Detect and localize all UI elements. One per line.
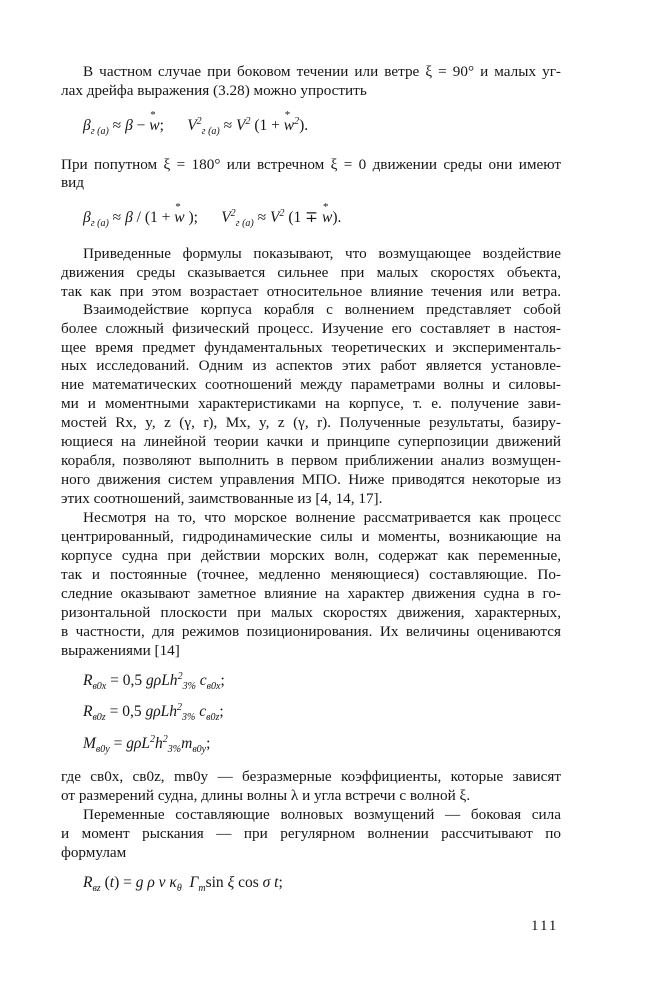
text-line: выражениями [14] <box>61 642 180 659</box>
text-line: и момент рыскания — при регулярном волнении рассчитывают по <box>61 825 561 842</box>
text-line: В частном случае при боковом течении или ветре ξ = 90° и малых уг- <box>83 63 561 80</box>
text-line: движения среды сказывается сильнее при малых скоростях объекта, <box>61 264 561 281</box>
text-line: так как при этом возрастает относительное влияние течения или ветра. <box>61 283 561 300</box>
text-line: ми и моментными характеристиками на корпусе, т. е. получение зави- <box>61 395 561 412</box>
equation-3: $R_{в0x} = 0,5$ gρLh$^2_{3\%}$ $c_{в0x}$; <box>83 671 225 692</box>
text-line: так и постоянные (точнее, медленно меняющиеся) составляющие. По- <box>61 566 561 583</box>
text-line: корабля, позволяют выполнить в первом приближении анализ возмущен- <box>61 452 561 469</box>
text-line: следние оказывают заметное влияние на характер движения судна в го- <box>61 585 561 602</box>
text-line: ние математических соотношений между параметрами волны и силовы- <box>61 376 561 393</box>
equation-5: $M_{в0y} = g\rho L^2h^2_{3\%}m_{в0y}$; <box>83 734 211 755</box>
text-line: формулам <box>61 844 127 861</box>
equation-6: $R_{вz}$ (t) = g ρ v $\kappa_\theta$ $\Gamma_m\sin$ ξ cos σ t; <box>83 874 283 894</box>
page-number: 111 <box>531 918 559 934</box>
text-line: в частности, для режимов позиционирования. Их величины оцениваются <box>61 623 561 640</box>
text-line: ных исследований. Одним из аспектов этих работ является установле- <box>61 357 561 374</box>
text-line: ющиеся на линейной теории качки и принципе суперпозиции движений <box>61 433 561 450</box>
text-line: от размерений судна, длины волны λ и угла встречи с волной ξ. <box>61 787 471 804</box>
text-line: ного движения систем управления МПО. Ниже приводятся некоторые из <box>61 471 561 488</box>
text-line: Переменные составляющие волновых возмущений — боковая сила <box>83 806 561 823</box>
equation-4: $R_{в0z} = 0,5$ gρLh$^2_{3\%}$ $c_{в0z}$; <box>83 702 224 723</box>
text-line: Взаимодействие корпуса корабля с волнением представляет собой <box>83 301 561 318</box>
text-line: центрированный, гидродинамические силы и моменты, возникающие на <box>61 528 561 545</box>
text-line: Приведенные формулы показывают, что возмущающее воздействие <box>83 245 561 262</box>
text-line: лах дрейфа выражения (3.28) можно упростить <box>61 82 367 99</box>
text-line: где cв0x, cв0z, mв0y — безразмерные коэффициенты, которые зависят <box>61 768 561 785</box>
text-line: ризонтальной плоскости при малых скоростях движения, характерных, <box>61 604 561 621</box>
text-line: этих соотношений, заимствованные из [4, 14, 17]. <box>61 490 383 507</box>
text-line: мостей Rx, y, z (γ, r), Mx, y, z (γ, r). Полученные результаты, базиру- <box>61 414 561 431</box>
text-line: Несмотря на то, что морское волнение рассматривается как процесс <box>83 509 561 526</box>
equation-1: $\beta_{г (а)} \approx \beta$ − * w; $V^2_{г (а)} \approx V^2$ (1 + * $w^2$). <box>83 116 308 136</box>
text-line: При попутном ξ = 180° или встречном ξ = 0 движении среды они имеют <box>61 156 561 173</box>
text-line: корпусе судна при действии морских волн, содержат как переменные, <box>61 547 561 564</box>
text-line: щее время предмет фундаментальных теоретических и эксперименталь- <box>61 339 561 356</box>
text-line: вид <box>61 174 85 191</box>
text-line: более сложный физический процесс. Изучение его составляет в настоя- <box>61 320 561 337</box>
equation-2: $\beta_{г (а)} \approx \beta / (1$ + * w ); $V^2_{г (а)} \approx V^2$ (1 ∓ * w). <box>83 208 341 228</box>
